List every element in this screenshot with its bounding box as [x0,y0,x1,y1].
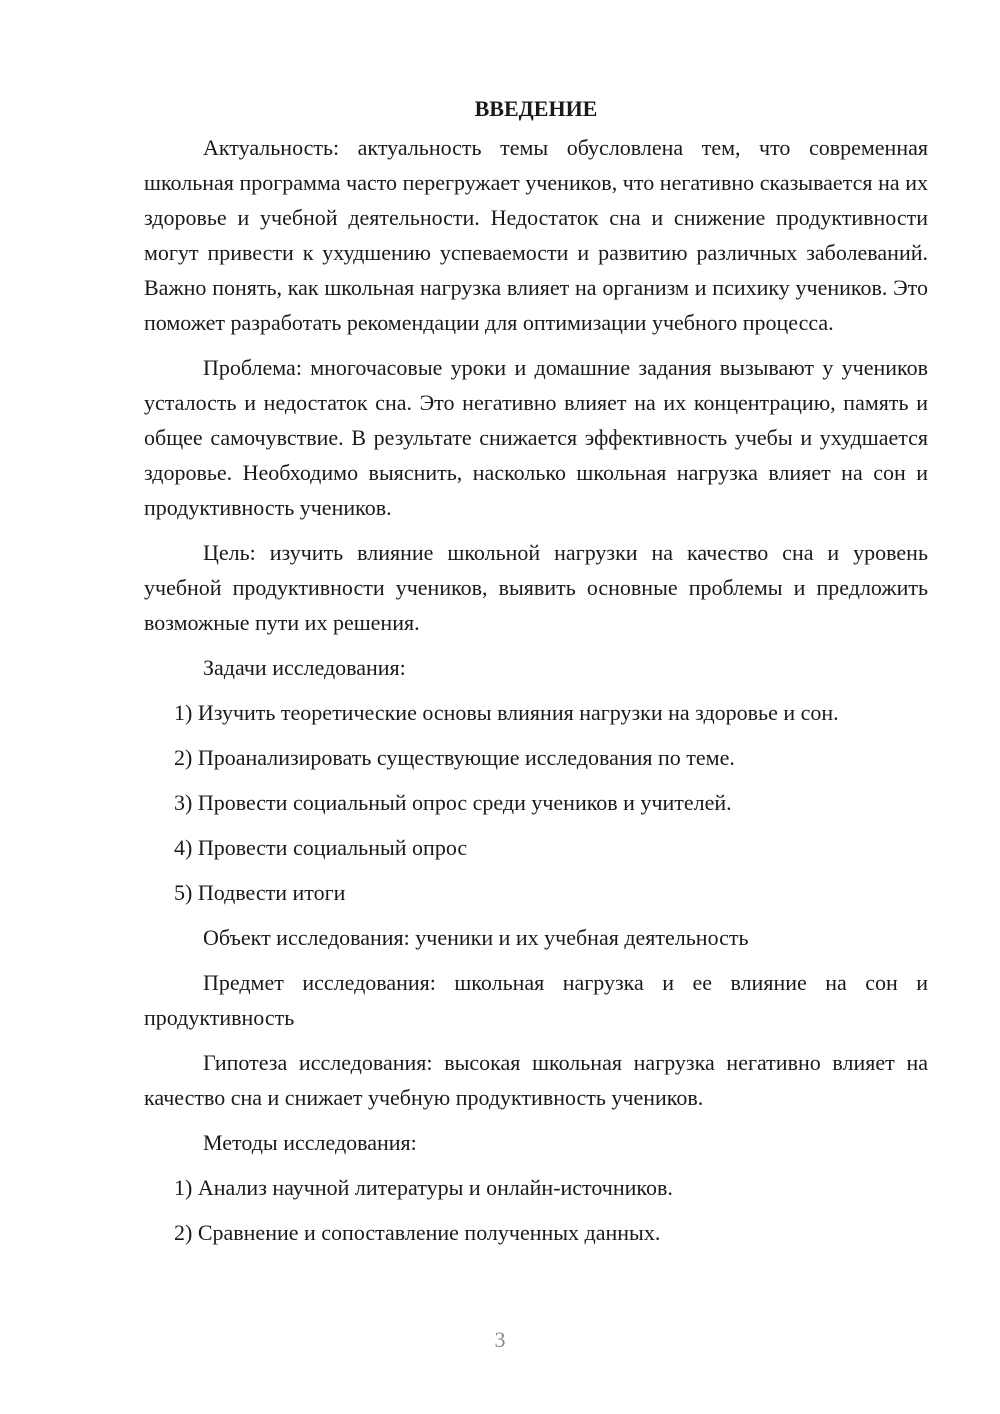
hypothesis-paragraph: Гипотеза исследования: высокая школьная нагрузка негативно влияет на качество сна и снижает учебную продуктивность учеников. [144,1050,928,1110]
problem-paragraph: Проблема: многочасовые уроки и домашние задания вызывают у учеников усталость и недостаток сна. Это негативно влияет на их концентрацию, память и общее самочувствие. В результате снижается эффективность учебы и ухудшается здоровье. Необходимо выяснить, насколько школьная нагрузка влияет на сон и продуктивность учеников. [144,355,928,520]
tasks-heading: Задачи исследования: [203,655,406,680]
method-item: 1) Анализ научной литературы и онлайн-источников. [174,1175,673,1200]
task-item: 3) Провести социальный опрос среди учеников и учителей. [174,790,732,815]
section-title: ВВЕДЕНИЕ [474,96,598,121]
relevance-paragraph: Актуальность: актуальность темы обусловлена тем, что современная школьная программа часто перегружает учеников, что негативно сказывается на их здоровье и учебной деятельности. Недостаток сна и снижение продуктивности могут привести к ухудшению успеваемости и развитию различных заболеваний. Важно понять, как школьная нагрузка влияет на организм и психику учеников. Это поможет разработать рекомендации для оптимизации учебного процесса. [144,135,928,335]
page-number: 3 [494,1327,506,1352]
task-item: 5) Подвести итоги [174,880,346,905]
method-item: 2) Сравнение и сопоставление полученных данных. [174,1220,661,1245]
subject-paragraph: Предмет исследования: школьная нагрузка и ее влияние на сон и продуктивность [144,970,928,1030]
page-body [144,92,928,1260]
goal-paragraph: Цель: изучить влияние школьной нагрузки на качество сна и уровень учебной продуктивности учеников, выявить основные проблемы и предложить возможные пути их решения. [144,540,928,635]
methods-heading: Методы исследования: [203,1130,417,1155]
task-item: 2) Проанализировать существующие исследования по теме. [174,745,735,770]
task-item: 1) Изучить теоретические основы влияния нагрузки на здоровье и сон. [174,700,839,725]
task-item: 4) Провести социальный опрос [174,835,468,860]
object-paragraph: Объект исследования: ученики и их учебная деятельность [203,925,749,950]
